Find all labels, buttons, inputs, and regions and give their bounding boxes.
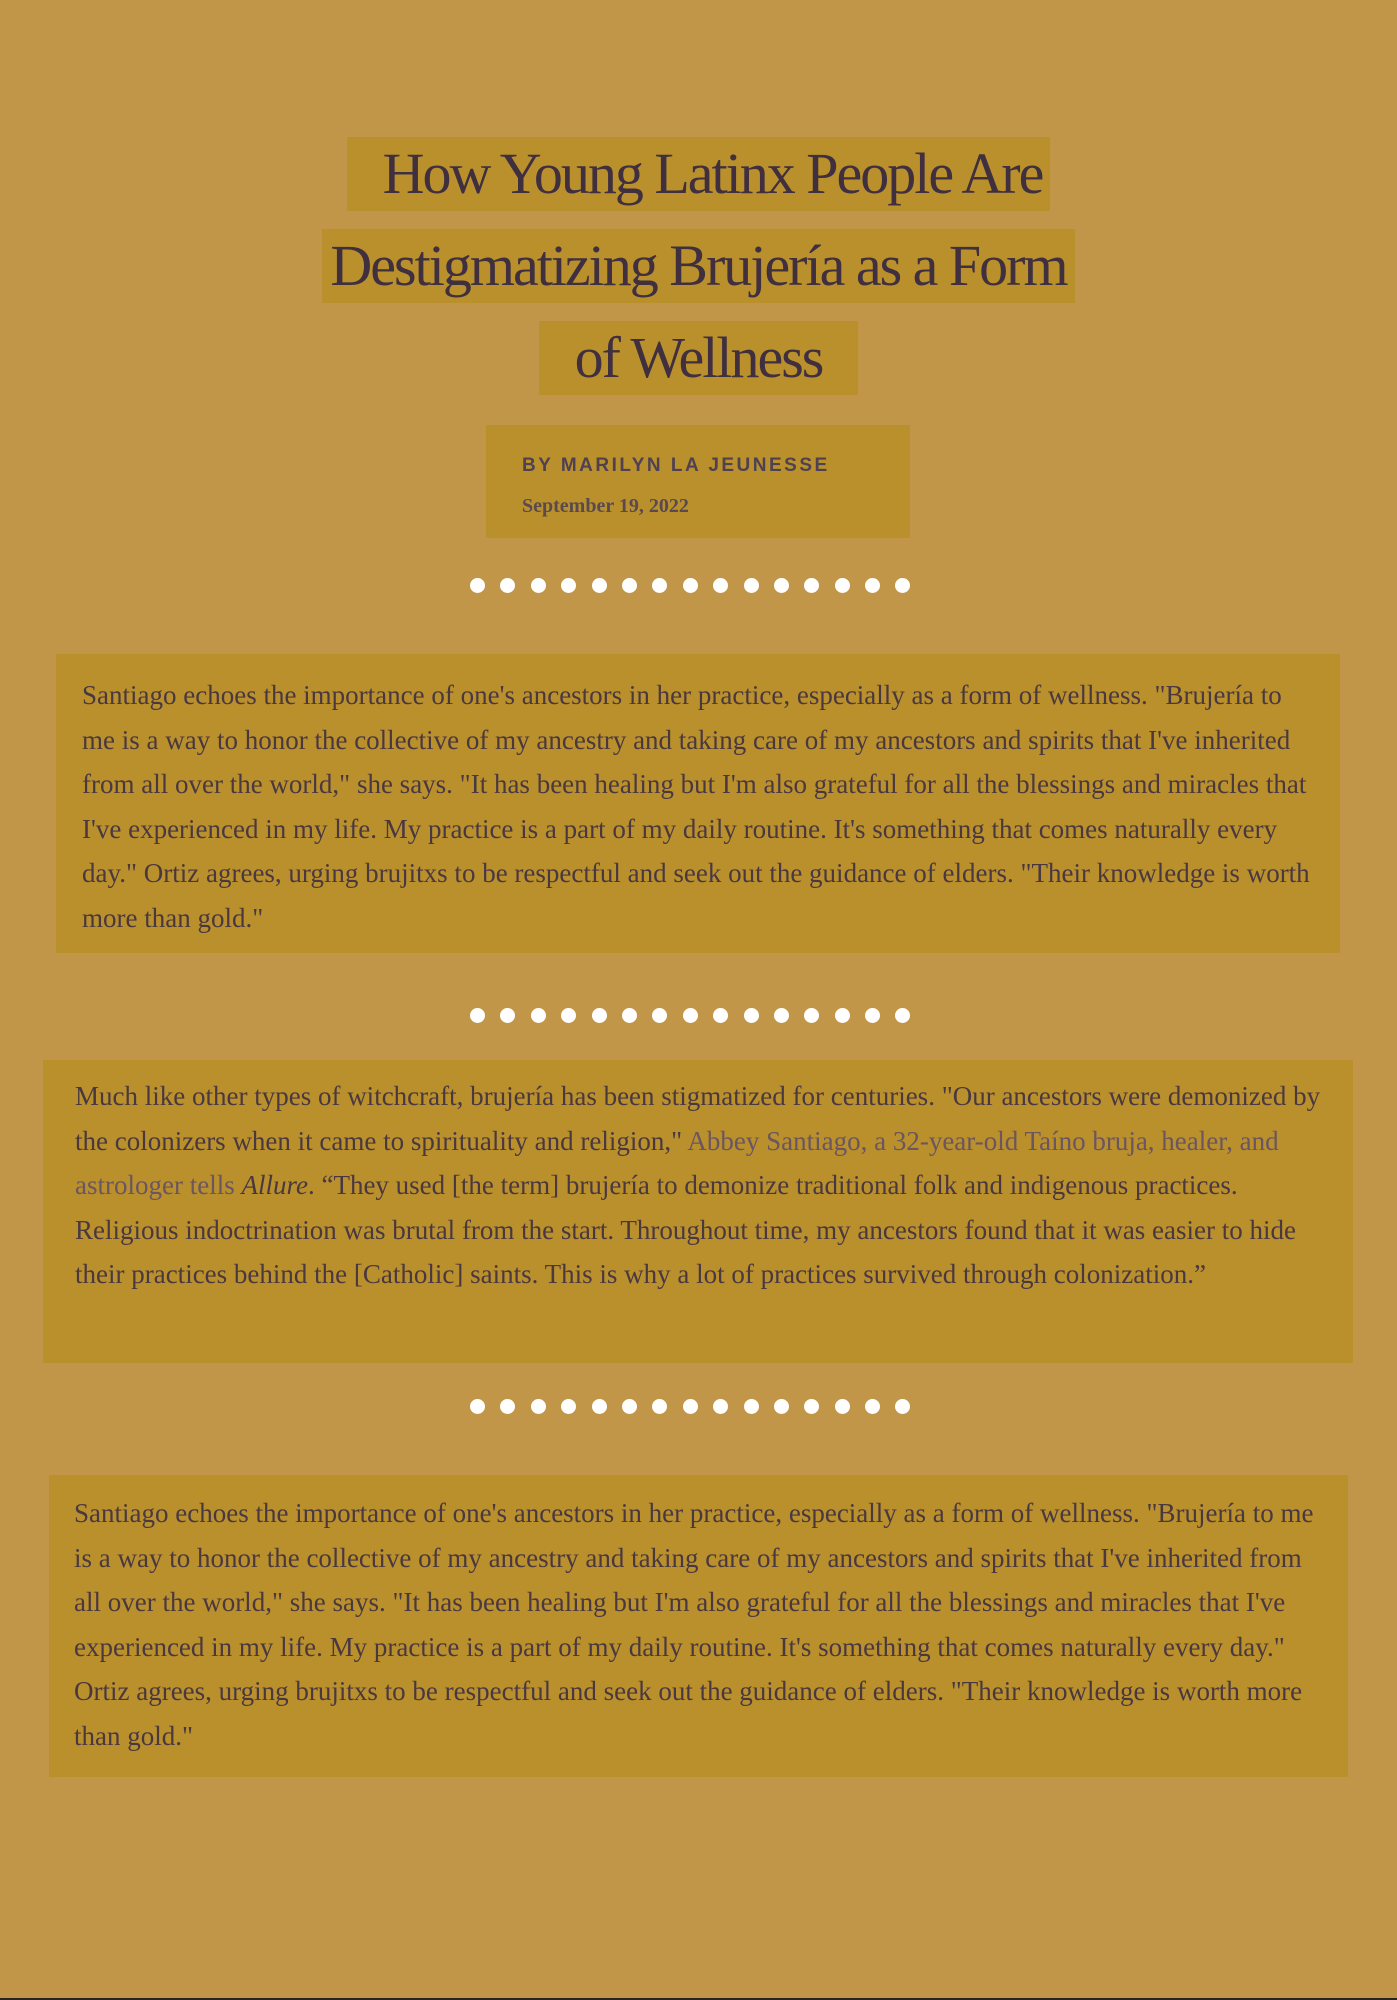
- author-name: BY MARILYN LA JEUNESSE: [522, 455, 830, 476]
- paragraph-2-continuation: . “They used [the term] brujería to demonize traditional folk and indigenous practices. Religious indoctrination was brutal from the start. Throughout time, my ancestors found that it was easier to hide their practices behind the [Catholic] saints. This is why a lot of practices survived through colonization.”: [75, 1170, 1296, 1289]
- divider-dot: [895, 1399, 910, 1414]
- divider-dot: [622, 1008, 637, 1023]
- divider-dot: [561, 578, 576, 593]
- divider-dot: [804, 1399, 819, 1414]
- divider-dot: [652, 1008, 667, 1023]
- divider-dot: [592, 1399, 607, 1414]
- publication-name: Allure: [241, 1170, 308, 1200]
- dot-divider: [470, 1399, 930, 1415]
- divider-dot: [774, 1008, 789, 1023]
- title-line-3: of Wellness: [539, 321, 859, 395]
- divider-dot: [622, 1399, 637, 1414]
- divider-dot: [652, 1399, 667, 1414]
- byline: [486, 425, 910, 538]
- divider-dot: [835, 578, 850, 593]
- divider-dot: [683, 1008, 698, 1023]
- divider-dot: [835, 1399, 850, 1414]
- divider-dot: [652, 578, 667, 593]
- publish-date: September 19, 2022: [522, 495, 689, 517]
- divider-dot: [683, 1399, 698, 1414]
- divider-dot: [500, 1008, 515, 1023]
- paragraph-2-attribution: Abbey Santiago, a 32-year-old Taíno bruja, healer, and astrologer tells: [75, 1125, 1279, 1200]
- divider-dot: [865, 578, 880, 593]
- dot-divider: [470, 1008, 930, 1024]
- divider-dot: [774, 1399, 789, 1414]
- divider-dot: [713, 578, 728, 593]
- divider-dot: [561, 1399, 576, 1414]
- divider-dot: [865, 1008, 880, 1023]
- divider-dot: [592, 578, 607, 593]
- divider-dot: [500, 578, 515, 593]
- divider-dot: [895, 1008, 910, 1023]
- divider-dot: [531, 1399, 546, 1414]
- paragraph-1: Santiago echoes the importance of one's ancestors in her practice, especially as a form of wellness. "Brujería to me is a way to honor the collective of my ancestry and taking care of my ancestors and spirits that I've inherited from all over the world," she says. "It has been healing but I'm also grateful for all the blessings and miracles that I've experienced in my life. My practice is a part of my daily routine. It's something that comes naturally every day." Ortiz agrees, urging brujitxs to be respectful and seek out the guidance of elders. "Their knowledge is worth more than gold.": [56, 654, 1340, 953]
- divider-dot: [683, 578, 698, 593]
- divider-dot: [592, 1008, 607, 1023]
- title-line-2: Destigmatizing Brujería as a Form: [322, 229, 1074, 303]
- divider-dot: [622, 578, 637, 593]
- divider-dot: [835, 1008, 850, 1023]
- divider-dot: [895, 578, 910, 593]
- divider-dot: [774, 578, 789, 593]
- dot-divider: [470, 578, 930, 594]
- divider-dot: [470, 1399, 485, 1414]
- divider-dot: [531, 578, 546, 593]
- divider-dot: [804, 578, 819, 593]
- divider-dot: [713, 1008, 728, 1023]
- article-title: [0, 137, 1397, 413]
- paragraph-2-quote: Much like other types of witchcraft, brujería has been stigmatized for centuries. "Our ancestors were demonized by the colonizers when it came to spirituality and religion,": [75, 1081, 1321, 1156]
- divider-dot: [470, 578, 485, 593]
- divider-dot: [865, 1399, 880, 1414]
- divider-dot: [470, 1008, 485, 1023]
- divider-dot: [713, 1399, 728, 1414]
- divider-dot: [500, 1399, 515, 1414]
- divider-dot: [744, 578, 759, 593]
- paragraph-3: Santiago echoes the importance of one's ancestors in her practice, especially as a form of wellness. "Brujería to me is a way to honor the collective of my ancestry and taking care of my ancestors and spirits that I've inherited from all over the world," she says. "It has been healing but I'm also grateful for all the blessings and miracles that I've experienced in my life. My practice is a part of my daily routine. It's something that comes naturally every day." Ortiz agrees, urging brujitxs to be respectful and seek out the guidance of elders. "Their knowledge is worth more than gold.": [49, 1475, 1348, 1777]
- divider-dot: [744, 1008, 759, 1023]
- title-line-1: How Young Latinx People Are: [347, 137, 1051, 211]
- divider-dot: [561, 1008, 576, 1023]
- paragraph-2: [43, 1060, 1353, 1363]
- divider-dot: [744, 1399, 759, 1414]
- divider-dot: [531, 1008, 546, 1023]
- divider-dot: [804, 1008, 819, 1023]
